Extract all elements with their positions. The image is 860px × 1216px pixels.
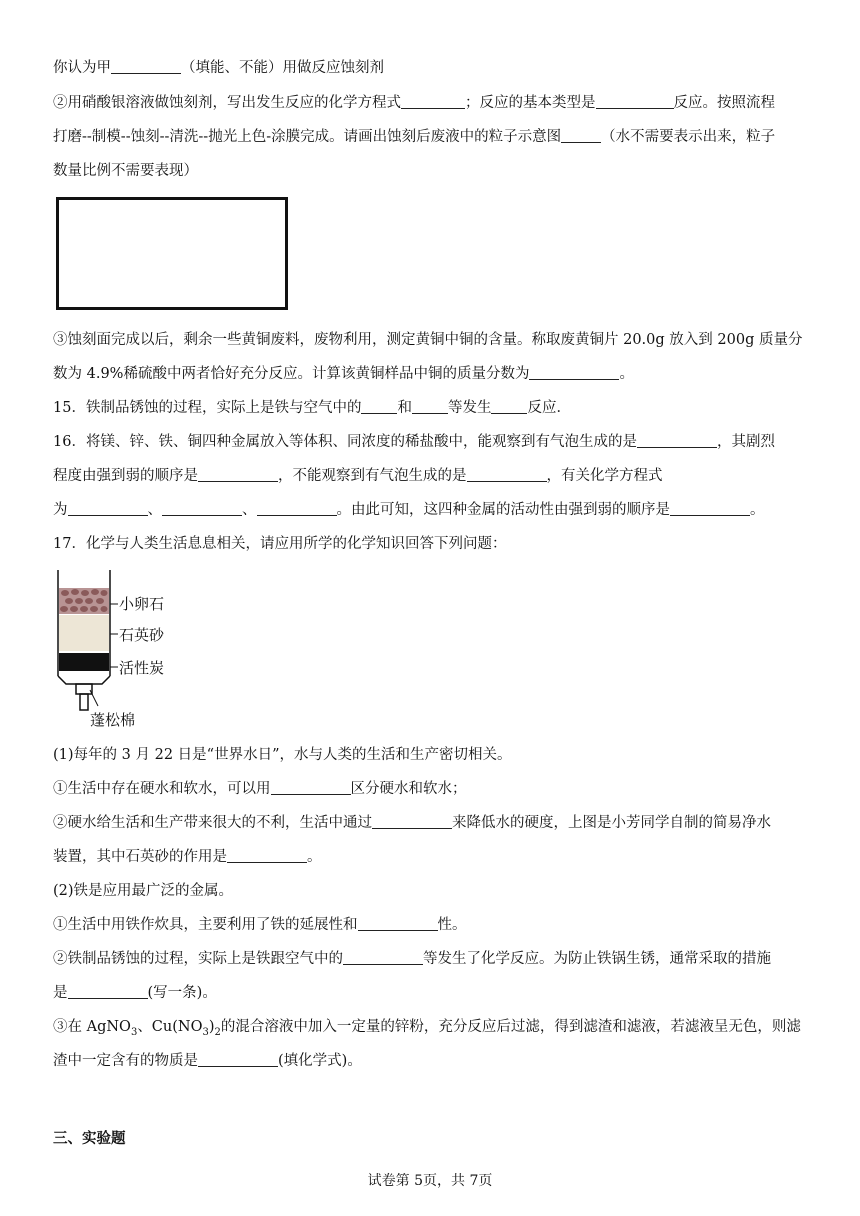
text-line [53, 364, 820, 384]
text: ，其剧烈 [716, 434, 775, 450]
text: 、 [147, 502, 162, 518]
text: (1)每年的 3 月 22 日是“世界水日”，水与人类的生活和生产密切相关。 [53, 747, 512, 763]
text-line [53, 1017, 820, 1043]
text: 。 [307, 849, 322, 865]
text: 数量比例不需要表现） [53, 163, 198, 179]
text: ，不能观察到有气泡生成的是 [278, 468, 467, 484]
text: 装置，其中石英砂的作用是 [53, 849, 227, 865]
text: 程度由强到弱的顺序是 [53, 468, 198, 484]
text: 反应． [527, 400, 571, 416]
text: 等发生了化学反应。为防止铁锅生锈，通常采取的措施 [423, 951, 771, 967]
text: 、 [242, 502, 257, 518]
text: 区分硬水和软水； [350, 781, 467, 797]
text: ②硬水给生活和生产带来很大的不利，生活中通过 [53, 815, 372, 831]
text: 是 [53, 985, 68, 1001]
subscript: 2 [214, 1026, 221, 1038]
answer-blank[interactable] [271, 780, 351, 795]
text: (填化学式)。 [278, 1053, 362, 1069]
text-line [53, 500, 820, 520]
text-line [53, 779, 820, 799]
text: 打磨--制模--蚀刻--清洗--抛光上色-涂膜完成。请画出蚀刻后废液中的粒子示意图 [53, 129, 562, 145]
question-17 [53, 534, 820, 554]
text: 17．化学与人类生活息息相关，请应用所学的化学知识回答下列问题： [53, 536, 507, 552]
text: (2)铁是应用最广泛的金属。 [53, 883, 234, 899]
answer-blank[interactable] [227, 848, 307, 863]
label-quartz-sand: 石英砂 [119, 626, 165, 644]
answer-blank[interactable] [467, 467, 547, 482]
answer-blank[interactable] [412, 399, 448, 414]
answer-blank[interactable] [361, 399, 397, 414]
answer-blank[interactable] [68, 984, 148, 999]
text: 来降低水的硬度，上图是小芳同学自制的简易净水 [452, 815, 771, 831]
text-line [53, 915, 820, 935]
text-line [53, 127, 820, 147]
text-line [53, 881, 820, 901]
answer-blank[interactable] [529, 365, 619, 380]
text-line [53, 58, 820, 78]
answer-blank[interactable] [358, 916, 438, 931]
leader-line [90, 690, 98, 706]
text-line [53, 93, 820, 113]
text: 的混合溶液中加入一定量的锌粉，充分反应后过滤，得到滤渣和滤液，若滤液呈无色，则滤 [220, 1019, 801, 1035]
text: 反应。按照流程 [673, 95, 775, 111]
text: 16．将镁、锌、铁、铜四种金属放入等体积、同浓度的稀盐酸中，能观察到有气泡生成的是 [53, 434, 637, 450]
text-line [53, 161, 820, 181]
text: 和 [397, 400, 412, 416]
answer-blank[interactable] [343, 950, 423, 965]
answer-blank[interactable] [401, 94, 465, 109]
answer-blank[interactable] [372, 814, 452, 829]
text: ，有关化学方程式 [546, 468, 663, 484]
answer-blank[interactable] [637, 433, 717, 448]
text-line [53, 983, 820, 1003]
quartz-sand-layer [59, 615, 109, 651]
text: ②铁制品锈蚀的过程，实际上是铁跟空气中的 [53, 951, 343, 967]
text-line [53, 1051, 820, 1071]
answer-blank[interactable] [68, 501, 148, 516]
text: 你认为甲 [53, 60, 111, 76]
text: 。 [619, 366, 634, 382]
text-line [53, 813, 820, 833]
answer-blank[interactable] [162, 501, 242, 516]
answer-blank[interactable] [198, 1052, 278, 1067]
text: ) [208, 1019, 215, 1035]
subscript: 3 [130, 1026, 138, 1038]
text: （水不需要表示出来，粒子 [601, 129, 776, 145]
question-15 [53, 398, 820, 418]
water-filter-figure [52, 568, 192, 728]
text: 15．铁制品锈蚀的过程，实际上是铁与空气中的 [53, 400, 362, 416]
question-16 [53, 432, 820, 452]
column-bottom [58, 676, 110, 684]
text: ③蚀刻面完成以后，剩余一些黄铜废料，废物利用，测定黄铜中铜的含量。称取废黄铜片 20.0g 放入到 200g 质量分 [53, 332, 803, 348]
text: 为 [53, 502, 68, 518]
answer-blank[interactable] [561, 128, 601, 143]
subscript: 3 [202, 1026, 209, 1038]
drawing-answer-box[interactable] [56, 197, 288, 310]
text: 数为 4.9%稀硫酸中两者恰好充分反应。计算该黄铜样品中铜的质量分数为 [53, 366, 530, 382]
text-line [53, 745, 820, 765]
answer-blank[interactable] [670, 501, 750, 516]
activated-carbon-layer [59, 653, 109, 671]
answer-blank[interactable] [111, 59, 181, 74]
text: ③在 AgNO [53, 1019, 131, 1035]
text: 。由此可知，这四种金属的活动性由强到弱的顺序是 [336, 502, 670, 518]
text-line [53, 949, 820, 969]
text: （填能、不能）用做反应蚀刻剂 [181, 60, 384, 76]
text: 渣中一定含有的物质是 [53, 1053, 198, 1069]
text: ；反应的基本类型是 [465, 95, 596, 111]
section-title: 三、实验题 [53, 1130, 126, 1147]
answer-blank[interactable] [491, 399, 527, 414]
answer-blank[interactable] [198, 467, 278, 482]
label-activated-carbon: 活性炭 [119, 659, 165, 677]
text: ②用硝酸银溶液做蚀刻剂，写出发生反应的化学方程式 [53, 95, 401, 111]
page-footer: 试卷第 5页，共 7页 [367, 1173, 493, 1189]
text: 。 [750, 502, 765, 518]
text-line [53, 330, 820, 350]
text: (写一条)。 [147, 985, 217, 1001]
text: ①生活中存在硬水和软水，可以用 [53, 781, 271, 797]
text: ①生活中用铁作炊具，主要利用了铁的延展性和 [53, 917, 358, 933]
answer-blank[interactable] [257, 501, 337, 516]
text-line [53, 466, 820, 486]
text-line [53, 847, 820, 867]
label-pebbles: 小卵石 [119, 595, 165, 613]
text: 、Cu(NO [137, 1019, 203, 1035]
answer-blank[interactable] [596, 94, 674, 109]
label-cotton: 蓬松棉 [90, 711, 136, 728]
text: 性。 [437, 917, 467, 933]
cotton-plug [76, 684, 92, 694]
outlet-tube [80, 694, 88, 710]
text: 等发生 [447, 400, 492, 416]
